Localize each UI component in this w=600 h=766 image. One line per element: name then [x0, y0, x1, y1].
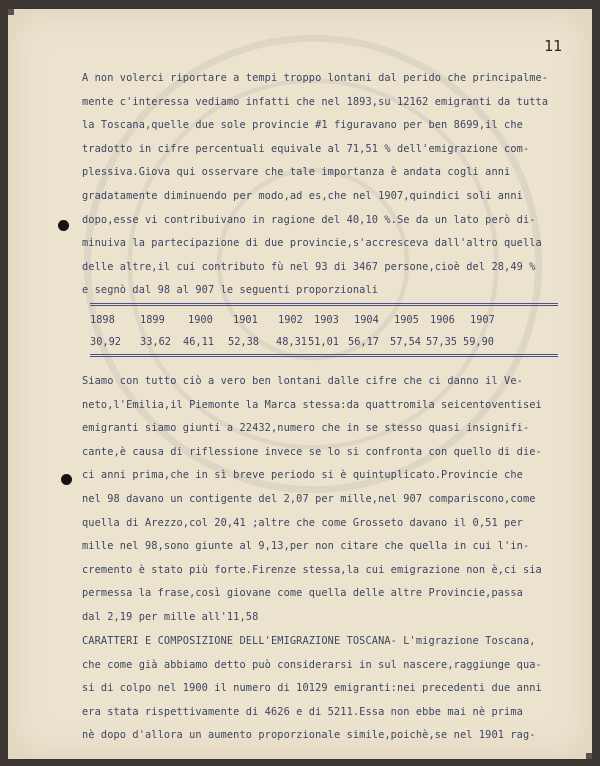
text-line: quella di Arezzo,col 20,41 ;altre che come Grosseto davano il 0,51 per — [82, 516, 523, 529]
table-value-cell: 59,90 — [463, 336, 494, 348]
table-value-cell: 51,01 — [308, 336, 339, 348]
table-value-cell: 57,35 — [426, 336, 457, 348]
table-year-cell: 1905 — [394, 314, 419, 326]
text-line: si di colpo nel 1900 il numero di 10129 emigranti:nei precedenti due anni — [82, 682, 542, 695]
text-line: mente c'interessa vediamo infatti che nel 1893,su 12162 emigranti da tutta — [82, 95, 549, 108]
table-value-cell: 46,11 — [183, 336, 214, 348]
text-line: permessa la frase,così giovane come quella delle altre Provincie,passa — [82, 587, 523, 600]
punch-hole-top — [58, 220, 69, 231]
text-line: cante,è causa di riflessione invece se lo si confronta con quello di die- — [82, 445, 542, 458]
text-line: mille nel 98,sono giunte al 9,13,per non citare che quella in cui l'in- — [82, 540, 530, 553]
table-top-rule-2 — [90, 305, 558, 306]
page-number: 11 — [544, 37, 563, 55]
table-value-cell: 30,92 — [90, 336, 121, 348]
text-line: delle altre,il cui contributo fù nel 93 di 3467 persone,cioè del 28,49 % — [82, 260, 536, 273]
text-line: dal 2,19 per mille all'11,58 — [82, 611, 259, 623]
text-line: tradotto in cifre percentuali equivale al 71,51 % dell'emigrazione com- — [82, 142, 530, 155]
table-year-cell: 1902 — [278, 314, 303, 326]
text-line: Siamo con tutto ciò a vero ben lontani dalle cifre che ci danno il Ve- — [82, 375, 523, 387]
text-line: che come già abbiamo detto può considerarsi in sul nascere,raggiunge qua- — [82, 658, 542, 671]
text-line: minuiva la partecipazione di due provincie,s'accresceva dall'altro quella — [82, 237, 542, 250]
text-line: neto,l'Emilia,il Piemonte la Marca stessa:da quattromila seicentoventisei — [82, 398, 542, 411]
text-line: e segnò dal 98 al 907 le seguenti proporzionali — [82, 284, 379, 297]
table-bottom-rule — [90, 354, 558, 355]
table-year-cell: 1900 — [188, 314, 213, 326]
text-line: A non volerci riportare a tempi troppo lontani dal perido che principalme- — [82, 72, 549, 84]
text-line: gradatamente diminuendo per modo,ad es,che nel 1907,quindici soli anni — [82, 190, 523, 202]
table-year-cell: 1907 — [470, 314, 495, 326]
punch-hole-bottom — [61, 474, 72, 485]
table-year-cell: 1898 — [90, 314, 115, 326]
text-line: dopo,esse vi contribuivano in ragione del 40,10 %.Se da un lato però di- — [82, 213, 536, 226]
text-line: plessiva.Giova qui osservare che tale importanza è andata cogli anni — [82, 166, 511, 179]
table-top-rule — [90, 303, 558, 304]
text-line: ci anni prima,che in sì breve periodo si è quintuplicato.Provincie che — [82, 469, 523, 482]
text-line: la Toscana,quelle due sole provincie #1 figuravano per ben 8699,il che — [82, 119, 523, 132]
table-value-cell: 33,62 — [140, 336, 171, 348]
corner-mark — [586, 753, 592, 759]
text-line: emigranti siamo giunti a 22432,numero che in se stesso quasi insignifi- — [82, 422, 530, 435]
table-value-cell: 52,38 — [228, 336, 259, 348]
table-year-cell: 1904 — [354, 314, 379, 326]
text-line: era stata rispettivamente di 4626 e di 5211.Essa non ebbe mai nè prima — [82, 705, 523, 718]
text-line: cremento è stato più forte.Firenze stessa,la cui emigrazione non è,ci sia — [82, 563, 542, 576]
table-year-cell: 1901 — [233, 314, 258, 326]
table-year-cell: 1903 — [314, 314, 339, 326]
text-line: CARATTERI E COMPOSIZIONE DELL'EMIGRAZIONE TOSCANA- L'migrazione Toscana, — [82, 635, 536, 647]
table-bottom-rule-2 — [90, 356, 558, 357]
document-page — [8, 9, 592, 759]
table-value-cell: 48,31 — [276, 336, 307, 348]
table-year-cell: 1906 — [430, 314, 455, 326]
text-line: nè dopo d'allora un aumento proporzionale simile,poichè,se nel 1901 rag- — [82, 729, 536, 742]
table-value-cell: 57,54 — [390, 336, 421, 348]
table-year-cell: 1899 — [140, 314, 165, 326]
text-line: nel 98 davano un contigente del 2,07 per mille,nel 907 compariscono,come — [82, 493, 536, 505]
corner-mark — [8, 9, 14, 15]
table-value-cell: 56,17 — [348, 336, 379, 348]
